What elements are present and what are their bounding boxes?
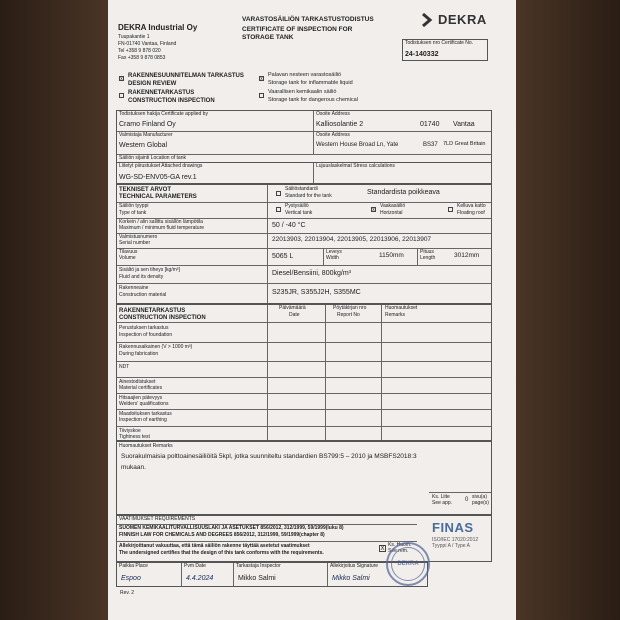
row-divider [117,322,491,323]
standard-label-fi: Säiliöstandardi [285,186,318,192]
row-divider [117,393,491,394]
drawings-block [116,162,492,184]
row-divider [117,541,417,542]
construction-inspection-table [116,304,492,441]
doc-title-en-2: STORAGE TANK [242,34,294,41]
table-row-label-fi: Hitsaajien pätevyys [119,395,163,401]
row-divider [117,426,491,427]
row-divider [117,233,491,234]
column-divider [381,305,382,440]
parties-divider [313,111,314,154]
drawings-value: WG-SD-ENV05-GA rev.1 [119,174,197,181]
table-row-label-en: During fabrication [119,351,159,357]
appendix-count: 0 [465,497,469,503]
tech-title-fi: TEKNISET ARVOT [119,187,172,193]
certificate-number: 24-140332 [405,51,439,58]
company-tel: Tel +358 9 878 020 [118,48,161,54]
drawings-divider [313,163,314,183]
design-review-label-fi: RAKENNESUUNNITELMAN TARKASTUS [128,73,244,79]
col-date-en: Date [289,312,300,318]
place-value: Espoo [121,575,141,582]
length-value: 3012mm [454,252,480,259]
finas-type: Tyyppi A / Type A [432,543,470,549]
applicant-label: Todistuksen hakija Certificate applied by [119,111,208,117]
inflammable-liquid-label-en: Storage tank for inflammable liquid [268,80,353,86]
width-value: 1150mm [379,252,404,259]
row-divider [117,265,491,266]
manufacturer-label: Valmistaja Manufacturer [119,132,173,138]
volume-value: 5065 L [272,253,294,260]
stamp-inner-ring [391,547,425,581]
manufacturer-address-label: Osoite Address [316,132,350,138]
col-remarks-fi: Huomautukset [385,305,418,311]
table-row-label-en: Inspection of foundation [119,332,173,338]
remarks-label: Huomautukset Remarks [119,443,173,449]
col-report-en: Report No [337,312,360,318]
fluid-label-fi: Sisältö ja sen tiheys [kg/m³] [119,267,180,273]
technical-parameters-block [116,184,492,304]
tech-title-en: TECHNICAL PARAMETERS [119,194,197,200]
volume-label-fi: Tilavuus [119,249,138,255]
table-row-label-en: Welders' qualifications [119,401,169,407]
requirements-statement-fi: Allekirjoittanut vakuuttaa, että tämä säiliön rakenne täyttää asetetut vaatimukset [119,543,310,549]
see-appendix-fi: Ks. Liite [432,494,450,500]
construction-title-en: CONSTRUCTION INSPECTION [119,315,206,321]
place-label: Paikka Place [119,563,148,569]
dekra-chevron-icon [422,13,434,27]
row-divider [117,361,491,362]
finas-logo [432,520,490,549]
revision-label: Rev. 2 [120,590,135,596]
row-divider [117,248,491,249]
floating-roof-label-en: Floating roof [457,210,485,216]
certificate-number-box [402,39,488,61]
doc-title-fi: VARASTOSÄILIÖN TARKASTUSTODISTUS [242,16,374,23]
table-row-label-en: Tightness test [119,434,150,440]
manufacturer-country: 7LD Great Britain [443,141,486,147]
length-label-fi: Pituus [420,249,434,255]
signature-label: Allekirjoitus Signature [330,563,379,569]
dekra-stamp [386,542,430,586]
pages-label-fi: sivu(a) [472,494,488,500]
horizontal-tank-checkbox[interactable]: x [372,207,375,213]
serial-value: 22013903, 22013904, 22013905, 22013906, 22013907 [272,236,432,243]
standard-label-en: Standard for the tank [285,193,332,199]
see-remarks-label-fi: Ks. Huom. [388,542,412,548]
applicant-city: Vantaa [453,121,475,128]
temperature-value: 50 / -40 °C [272,222,306,229]
column-divider [323,248,324,265]
remarks-line-1: Suorakulmaisia polttoainesäiliöitä 5kpl, jotka suunniteltu standardien BS799:5 – 2010 ja MSBFS2018:3 [121,453,417,460]
see-remarks-checkbox[interactable]: X [380,546,385,552]
vertical-tank-label-en: Vertical tank [285,210,313,216]
inflammable-liquid-checkbox[interactable]: x [260,76,263,82]
volume-label-en: Volume [119,255,136,261]
fluid-value: Diesel/Bensiini, 800kg/m³ [272,270,351,277]
requirements-law-fi: SUOMEN KEMIKAALITURVALLISUUSLAKI JA ASETUKSET 856/2012, 312/1999, 59/1999(luku 8) [119,525,344,531]
company-name: DEKRA Industrial Oy [118,23,198,32]
horizontal-tank-label-en: Horizontal [380,210,403,216]
table-row-label-fi: NDT [119,364,130,370]
design-review-checkbox[interactable]: x [120,76,123,82]
company-address-1: Tuupakantie 1 [118,34,150,40]
material-value: S235JR, S355J2H, S355MC [272,289,361,296]
tank-type-label-fi: Säiliön tyyppi [119,203,149,209]
column-divider [325,305,326,440]
requirements-label: VAATIMUKSET REQUIREMENTS [119,516,196,522]
signature: Mikko Salmi [332,575,370,582]
width-label-fi: Leveys [326,249,342,255]
material-label-en: Construction material [119,292,167,298]
dekra-logo-text: DEKRA [438,12,487,27]
row-divider [117,131,491,132]
remarks-block [116,441,492,515]
background-right [516,0,620,620]
drawings-label: Liitetyt piirustukset Attached drawings [119,163,203,169]
horizontal-tank-label-fi: Vaakasäiliö [380,203,406,209]
row-divider [117,342,491,343]
table-row-label-en: Inspection of earthing [119,417,167,423]
material-label-fi: Rakenneaine [119,285,149,291]
inspector-label: Tarkastaja Inspector [236,563,281,569]
table-row-label-fi: Rakennusaikainen (V > 1000 m³) [119,344,193,350]
table-row-label-fi: Ainestodistukset [119,379,156,385]
stress-calc-label: Lujuuslaskelmat Stress calculations [316,163,395,169]
column-divider [327,563,328,586]
dangerous-chemical-checkbox[interactable] [259,93,264,98]
applicant-value: Cramo Finland Oy [119,121,176,128]
background-left [0,0,108,620]
floating-roof-checkbox[interactable] [448,207,453,212]
table-row-label-fi: Tiiviyskoe [119,428,141,434]
requirements-statement-en: The undersigned certifies that the design of this tank conforms with the requirements. [119,550,324,556]
design-review-label-en: DESIGN REVIEW [128,81,177,87]
construction-title-fi: RAKENNETARKASTUS [119,308,186,314]
date-label: Pvm Date [184,563,206,569]
finas-logo-text: FINAS [432,520,474,535]
row-divider [117,283,491,284]
company-fax: Fax +358 9 878 0853 [118,55,166,61]
certificate-number-label: Todistuksen nro Certificate No. [405,40,474,46]
table-row-label-fi: Maadoituksen tarkastus [119,411,172,417]
requirements-law-en: FINNISH LAW FOR CHEMICALS AND DEGREES 856/2012, 312/1999, 59/1999(chapter 8) [119,532,325,538]
date-value: 4.4.2024 [186,575,214,582]
certificate-sheet [108,0,516,620]
applicant-zip: 01740 [420,121,440,128]
location-label: Säiliön sijainti Location of tank [119,155,186,161]
column-divider [181,563,182,586]
serial-label-en: Serial number [119,240,151,246]
row-divider [429,492,491,493]
dangerous-chemical-label-fi: Vaarallisen kemikaalin säiliö [268,89,337,95]
construction-inspection-label-fi: RAKENNETARKASTUS [128,90,195,96]
column-divider [417,248,418,265]
floating-roof-label-fi: Kelluva katto [457,203,486,209]
col-report-fi: Pöytäkirjan nro [333,305,367,311]
column-divider [267,185,268,303]
table-row-label-en: Material certificates [119,385,163,391]
fluid-label-en: Fluid and its density [119,274,164,280]
temperature-label-en: Maximum / minimum fluid temperature [119,225,205,231]
tank-type-label-en: Type of tank [119,210,147,216]
company-address-2: FN-01740 Vantaa, Finland [118,41,177,47]
serial-label-fi: Valmistusnumero [119,234,158,240]
vertical-tank-checkbox[interactable] [276,207,281,212]
manufacturer-address: Western House Broad Ln, Yate [316,142,399,148]
col-remarks-en: Remarks [385,312,406,318]
pages-label-en: page(s) [472,500,489,506]
manufacturer-zip: BS37 [423,142,438,148]
table-row-label-fi: Perustuksen tarkastus [119,325,169,331]
construction-inspection-label-en: CONSTRUCTION INSPECTION [128,98,215,104]
width-label-en: Width [326,255,339,261]
finas-standard: ISO/IEC 17020:2012 [432,537,479,543]
signature-block [116,562,428,587]
see-appendix-en: See app. [432,500,453,506]
manufacturer-value: Western Global [119,142,168,149]
vertical-tank-label-fi: Pystysäiliö [285,203,309,209]
remarks-line-2: mukaan. [121,464,146,471]
column-divider [233,563,234,586]
row-divider [117,409,491,410]
inflammable-liquid-label-fi: Palavan nesteen varastosäiliö [268,72,342,78]
standard-value: Standardista poikkeava [367,189,440,196]
doc-title-en-1: CERTIFICATE OF INSPECTION FOR [242,26,353,33]
stamp-text: DEKRA [397,561,419,567]
applicant-address-label: Osoite Address [316,111,350,117]
inspector-name: Mikko Salmi [238,575,276,582]
column-divider [267,305,268,440]
standard-checkbox[interactable] [276,191,281,196]
row-divider [117,377,491,378]
col-date-fi: Päivämäärä [279,305,306,311]
dekra-logo [422,12,487,27]
dangerous-chemical-label-en: Storage tank for dangerous chemical [268,97,358,103]
length-label-en: Length [420,255,436,261]
temperature-label-fi: Korkein / alin sallittu sisällön lämpötila [119,219,203,225]
see-remarks-label-en: See rem. [388,548,409,554]
applicant-address: Kalliosolantie 2 [316,121,364,128]
construction-inspection-checkbox[interactable] [119,93,124,98]
